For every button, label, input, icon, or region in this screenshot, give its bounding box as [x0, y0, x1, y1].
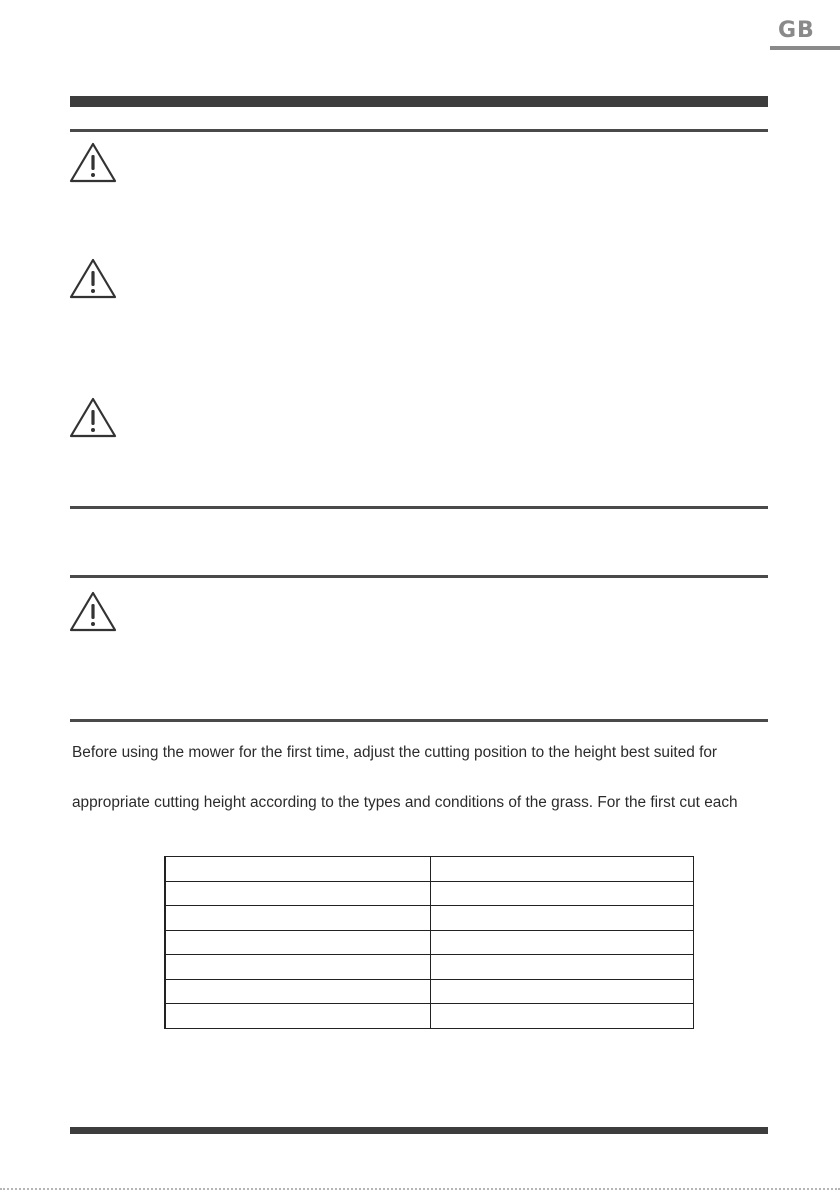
- table-cell: [431, 857, 694, 882]
- table-cell: [431, 881, 694, 906]
- section-divider: [70, 719, 768, 722]
- table-cell: [431, 979, 694, 1004]
- cutting-height-table: [164, 856, 694, 1029]
- table-cell: [165, 906, 431, 931]
- body-text-line: appropriate cutting height according to the types and conditions of the grass. For the first cut each: [72, 794, 738, 811]
- table-cell: [431, 1004, 694, 1029]
- warning-triangle-icon: [68, 141, 118, 183]
- section-divider: [70, 506, 768, 509]
- table-cell: [165, 857, 431, 882]
- table-cell: [431, 930, 694, 955]
- table-row: [165, 930, 694, 955]
- body-text-line: Before using the mower for the first time, adjust the cutting position to the height best suited for: [72, 744, 718, 761]
- warning-triangle-icon: [68, 257, 118, 299]
- warning-triangle-icon: [68, 590, 118, 632]
- footer-bar: [70, 1127, 768, 1134]
- table-cell: [165, 1004, 431, 1029]
- section-divider: [70, 129, 768, 132]
- table-row: [165, 1004, 694, 1029]
- table-row: [165, 979, 694, 1004]
- table-row: [165, 881, 694, 906]
- page-edge-dotted: [0, 1188, 840, 1190]
- table-cell: [431, 955, 694, 980]
- section-header-bar: [70, 96, 768, 107]
- warning-triangle-icon: [68, 396, 118, 438]
- table-cell: [165, 881, 431, 906]
- table-row: [165, 955, 694, 980]
- language-tab-underline: [770, 46, 840, 50]
- language-tab: GB: [778, 18, 815, 43]
- table-row: [165, 857, 694, 882]
- table-cell: [165, 930, 431, 955]
- table-row: [165, 906, 694, 931]
- table-cell: [165, 955, 431, 980]
- section-divider: [70, 575, 768, 578]
- table-cell: [431, 906, 694, 931]
- table-cell: [165, 979, 431, 1004]
